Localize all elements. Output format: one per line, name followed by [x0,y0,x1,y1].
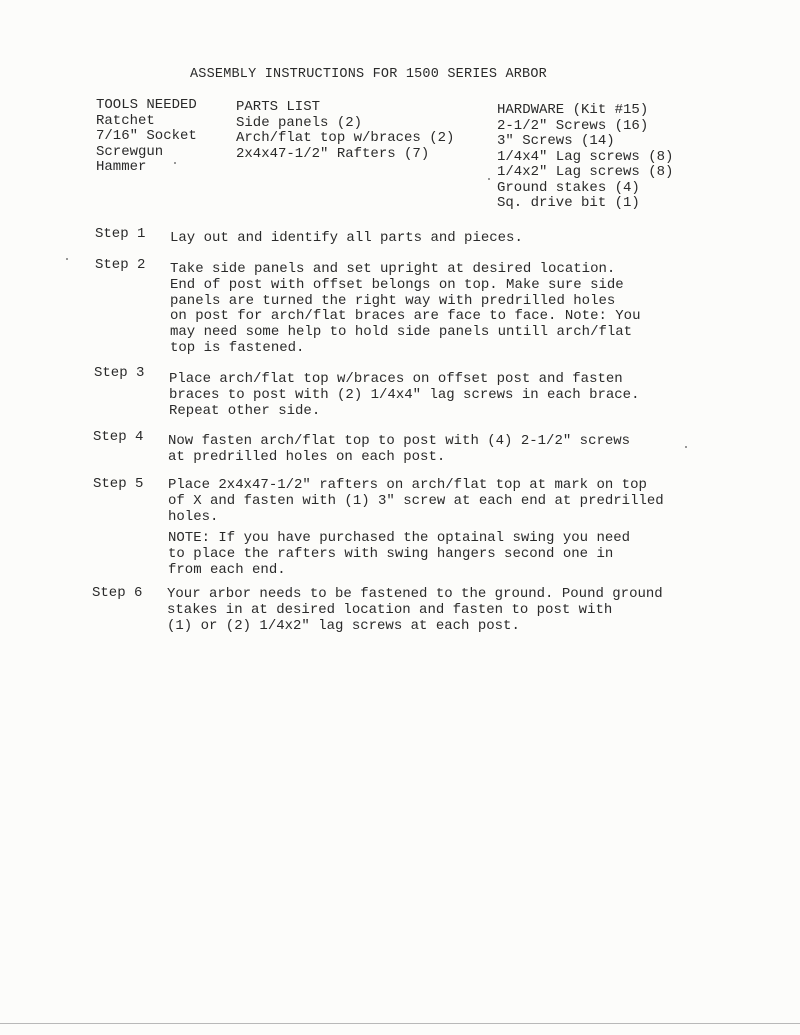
step-text [170,231,523,247]
note-line: NOTE: If you have purchased the optainal swing you need [168,530,631,547]
step-line: on post for arch/flat braces are face to face. Note: You [170,308,641,325]
hardware-header: HARDWARE (Kit #15) [497,102,649,118]
parts-list [236,100,454,162]
step-text [168,477,664,578]
scan-speck [174,162,176,164]
step-label: Step 2 [95,257,146,273]
hardware-item: 3" Screws (14) [497,133,615,149]
step-text [167,587,663,634]
step-line: panels are turned the right way with predrilled holes [170,292,616,309]
step-label: Step 5 [93,476,144,492]
step-line: top is fastened. [170,339,305,356]
step-line: Now fasten arch/flat top to post with (4) 2-1/2" screws [168,433,631,449]
hardware-item: 2-1/2" Screws (16) [497,117,649,134]
hardware-item: 1/4x2" Lag screws (8) [497,164,674,180]
step-line: may need some help to hold side panels untill arch/flat [170,324,633,341]
step-line: End of post with offset belongs on top. Make sure side [170,276,624,293]
step-line: braces to post with (2) 1/4x4" lag screws in each brace. [169,386,640,403]
scan-speck [685,446,687,448]
hardware-item: Ground stakes (4) [497,179,640,196]
step-line: Place arch/flat top w/braces on offset post and fasten [169,371,623,387]
note-line: from each end. [168,561,286,578]
step-text [168,434,630,466]
step-line: Your arbor needs to be fastened to the ground. Pound ground [167,586,663,602]
step-text [170,262,640,357]
step-line: Lay out and identify all parts and pieces. [170,230,523,246]
parts-header: PARTS LIST [236,99,321,115]
hardware-item: Sq. drive bit (1) [497,195,640,211]
step-label: Step 6 [92,585,143,601]
step-line: Place 2x4x47-1/2" rafters on arch/flat top at mark on top [168,477,647,493]
scan-speck [66,258,68,260]
tools-header: TOOLS NEEDED [96,97,197,113]
tool-item: Hammer [96,159,147,175]
step-text [169,372,639,419]
tool-item: Ratchet [96,112,155,129]
scan-edge-line [0,1023,800,1024]
step-label: Step 1 [95,226,146,242]
step-label: Step 4 [93,429,144,445]
step-line: holes. [168,508,219,525]
hardware-list [497,103,673,212]
step-line: at predrilled holes on each post. [168,448,446,465]
step-line: stakes in at desired location and fasten to post with [167,601,613,618]
tool-item: Screwgun [96,143,164,160]
step-label: Step 3 [94,365,145,381]
step-line: of X and fasten with (1) 3" screw at each end at predrilled [168,492,664,509]
part-item: Side panels (2) [236,114,363,131]
note-line: to place the rafters with swing hangers second one in [168,546,614,563]
tools-needed-list [96,98,197,176]
step-note [168,530,664,578]
part-item: 2x4x47-1/2" Rafters (7) [236,145,430,162]
step-line: Take side panels and set upright at desired location. [170,261,616,277]
document-title: ASSEMBLY INSTRUCTIONS FOR 1500 SERIES ARBOR [190,67,547,82]
part-item: Arch/flat top w/braces (2) [236,130,455,146]
step-line: Repeat other side. [169,402,321,419]
scan-speck [488,178,490,180]
hardware-item: 1/4x4" Lag screws (8) [497,148,674,165]
tool-item: 7/16" Socket [96,128,197,144]
step-line: (1) or (2) 1/4x2" lag screws at each post. [167,617,520,634]
